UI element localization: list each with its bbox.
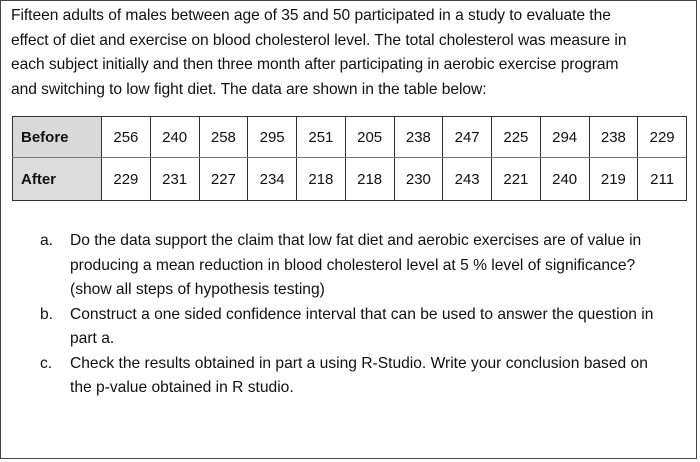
table-row-after (13, 158, 687, 201)
intro-line: each subject initially and then three month after participating in aerobic exercise program (11, 56, 619, 73)
intro-line: and switching to low fight diet. The data are shown in the table below: (11, 80, 487, 98)
question-marker: a. (40, 232, 54, 249)
table-cell: 229 (638, 117, 687, 158)
table-cell: 238 (589, 117, 638, 158)
question-line: Construct a one sided confidence interval that can be used to answer the question in (70, 305, 654, 323)
question-marker: c. (40, 354, 53, 372)
table-cell: 221 (492, 158, 541, 201)
intro-line: effect of diet and exercise on blood cholesterol level. The total cholesterol was measure in (11, 31, 627, 49)
question-b (38, 303, 688, 352)
table-cell: 238 (394, 117, 443, 158)
table-cell: 234 (248, 158, 297, 201)
table-row-before (13, 117, 687, 158)
table-cell: 218 (345, 158, 394, 201)
table-cell: 258 (199, 117, 248, 158)
table-cell: 294 (540, 117, 589, 158)
question-list (38, 229, 688, 401)
table-cell: 219 (589, 158, 638, 201)
question-a (38, 229, 688, 303)
problem-intro (11, 4, 691, 102)
table-cell: 227 (199, 158, 248, 201)
row-label: After (13, 158, 102, 201)
table-cell: 231 (150, 158, 199, 201)
question-line: producing a mean reduction in blood cholesterol level at 5 % level of significance? (70, 256, 636, 274)
question-line: (show all steps of hypothesis testing) (70, 281, 325, 298)
table-cell: 205 (345, 117, 394, 158)
question-line: Check the results obtained in part a using R-Studio. Write your conclusion based on (70, 354, 648, 372)
question-line: the p-value obtained in R studio. (70, 379, 294, 396)
table-cell: 240 (150, 117, 199, 158)
intro-line: Fifteen adults of males between age of 35 and 50 participated in a study to evaluate the (11, 7, 611, 24)
table-cell: 211 (638, 158, 687, 201)
table-cell: 247 (443, 117, 492, 158)
row-label: Before (13, 117, 102, 158)
table-cell: 243 (443, 158, 492, 201)
table-cell: 256 (102, 117, 151, 158)
table-cell: 229 (102, 158, 151, 201)
question-line: part a. (70, 330, 115, 347)
question-line: Do the data support the claim that low fat diet and aerobic exercises are of value in (70, 232, 642, 249)
table-cell: 240 (540, 158, 589, 201)
table-cell: 295 (248, 117, 297, 158)
table-cell: 225 (492, 117, 541, 158)
table-cell: 230 (394, 158, 443, 201)
cholesterol-table (12, 116, 687, 201)
question-marker: b. (40, 305, 54, 323)
table-cell: 251 (297, 117, 346, 158)
question-c (38, 352, 688, 401)
table-cell: 218 (297, 158, 346, 201)
